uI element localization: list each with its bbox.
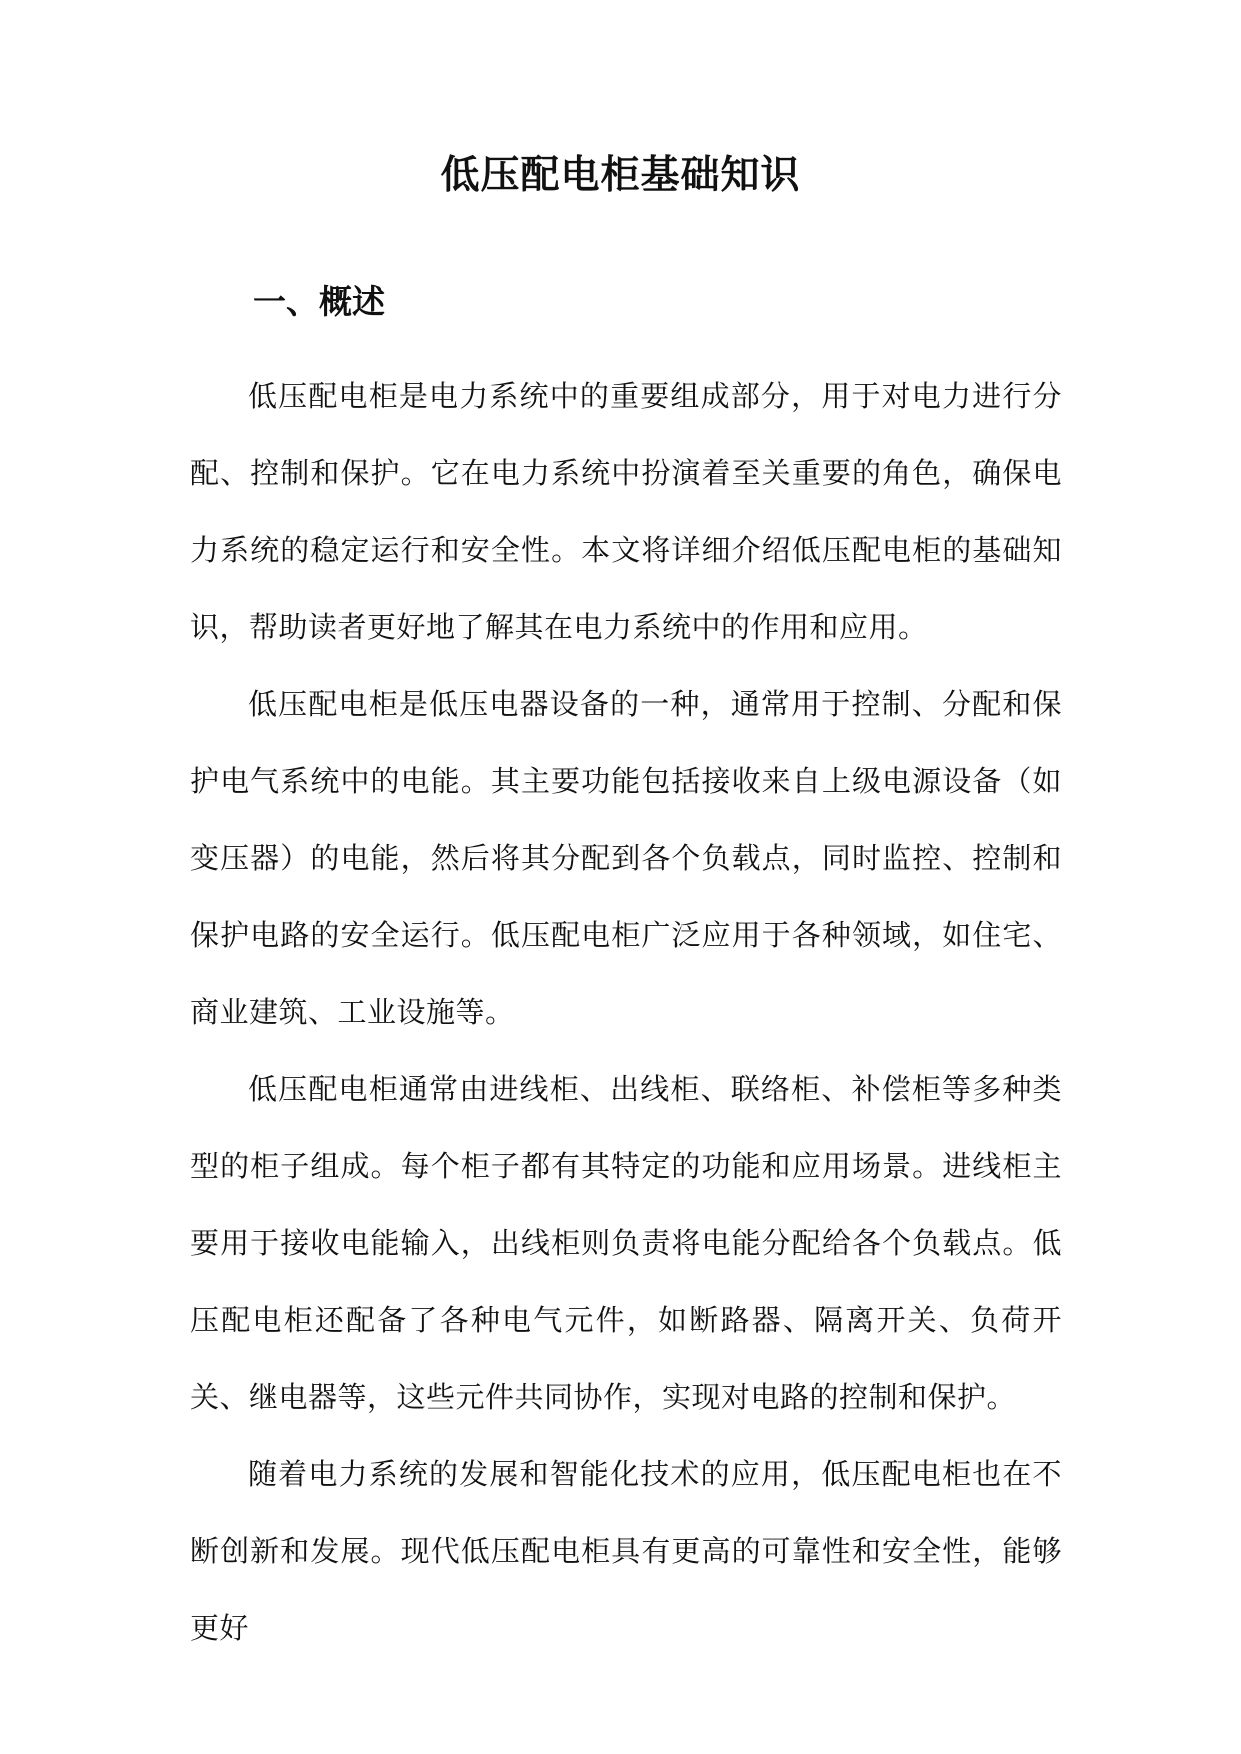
paragraph: 随着电力系统的发展和智能化技术的应用，低压配电柜也在不断创新和发展。现代低压配电柜具有更高的可靠性和安全性，能够更好	[190, 1457, 1062, 1645]
document-title: 低压配电柜基础知识	[440, 152, 801, 198]
paragraph: 低压配电柜是电力系统中的重要组成部分，用于对电力进行分配、控制和保护。它在电力系统中扮演着至关重要的角色，确保电力系统的稳定运行和安全性。本文将详细介绍低压配电柜的基础知识，帮助读者更好地了解其在电力系统中的作用和应用。	[190, 379, 1062, 644]
paragraph: 低压配电柜通常由进线柜、出线柜、联络柜、补偿柜等多种类型的柜子组成。每个柜子都有其特定的功能和应用场景。进线柜主要用于接收电能输入，出线柜则负责将电能分配给各个负载点。低压配电柜还配备了各种电气元件，如断路器、隔离开关、负荷开关、继电器等，这些元件共同协作，实现对电路的控制和保护。	[190, 1072, 1062, 1414]
section-heading: 一、概述	[253, 282, 385, 321]
paragraph: 低压配电柜是低压电器设备的一种，通常用于控制、分配和保护电气系统中的电能。其主要功能包括接收来自上级电源设备（如变压器）的电能，然后将其分配到各个负载点，同时监控、控制和保护电路的安全运行。低压配电柜广泛应用于各种领域，如住宅、商业建筑、工业设施等。	[190, 687, 1062, 1029]
body-text	[190, 358, 1062, 1667]
